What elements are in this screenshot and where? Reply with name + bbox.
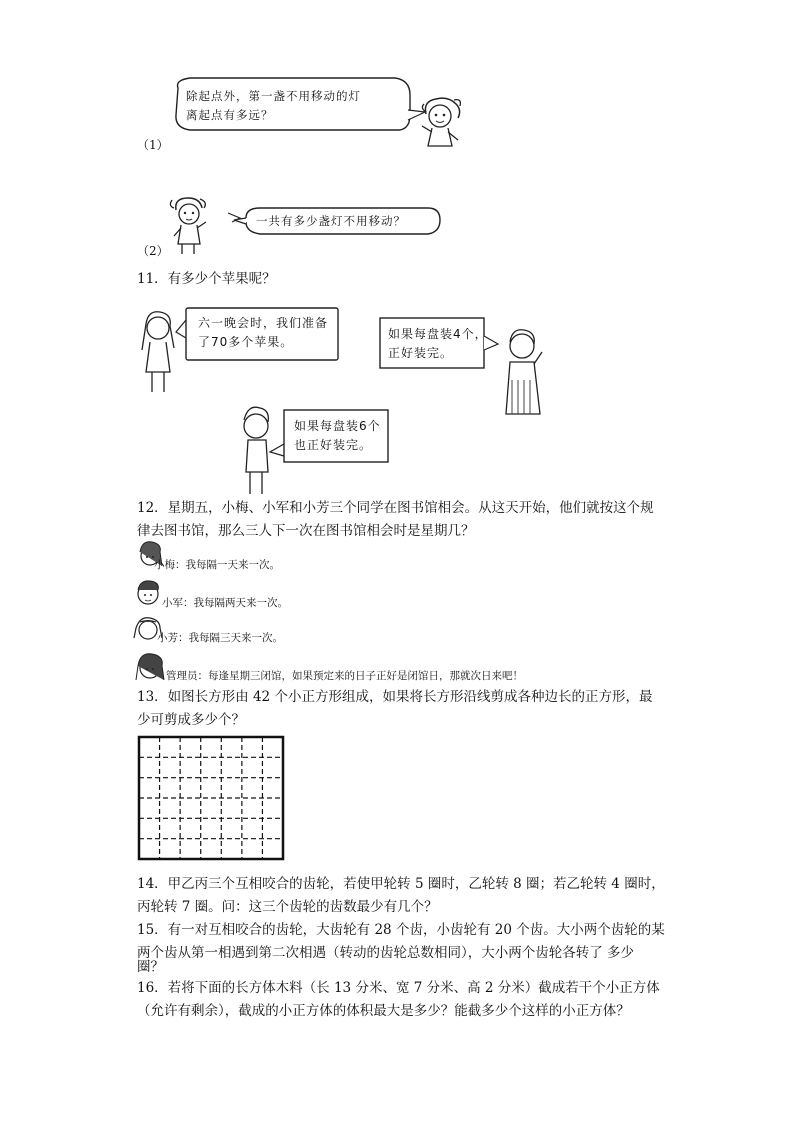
- q12-dialog-xiaofang: 小芳：我每隔三天来一次。: [157, 632, 283, 644]
- q15-line1: 15．有一对互相咬合的齿轮，大齿轮有 28 个齿，小齿轮有 20 个齿。大小两个齿轮的某: [137, 922, 665, 938]
- q16-line2: （允许有剩余），截成的小正方体的体积最大是多少？能截多少个这样的小正方体？: [137, 1003, 630, 1019]
- q13-grid-figure: [138, 736, 284, 860]
- q12-dialog-xiaomei: 小梅：我每隔一天来一次。: [154, 559, 280, 571]
- q12-dialog-xiaojun: 小军：我每隔两天来一次。: [162, 597, 288, 609]
- q13-line1: 13．如图长方形由 42 个小正方形组成，如果将长方形沿线剪成各种边长的正方形，最: [137, 689, 653, 705]
- q15-line2: 两个齿从第一相遇到第二次相遇（转动的齿轮总数相同），大小两个齿轮各转了 多少: [137, 945, 635, 961]
- q10-part1-bubble-line2: 离起点有多远？: [186, 108, 274, 122]
- q16-line1: 16．若将下面的长方体木料（长 13 分米、宽 7 分米、高 2 分米）截成若干个小正方体: [137, 980, 660, 996]
- q11-bubble2-line2: 正好装完。: [388, 346, 454, 360]
- q11-bubble1-line2: 了70多个苹果。: [198, 335, 294, 349]
- xiaojun-avatar-icon: [138, 581, 158, 604]
- q14-line1: 14．甲乙丙三个互相咬合的齿轮，若使甲轮转 5 圈时，乙轮转 8 圈；若乙轮转 4 圈时，: [137, 876, 665, 892]
- q10-part1-bubble-line1: 除起点外，第一盏不用移动的灯: [186, 89, 361, 103]
- q14-line2: 丙轮转 7 圈。问：这三个齿轮的齿数最少有几个？: [137, 899, 438, 915]
- q10-part1-label: （1）: [137, 138, 169, 152]
- librarian-avatar-icon: [136, 654, 164, 680]
- q12-line2: 律去图书馆，那么三人下一次在图书馆相会时是星期几？: [137, 523, 475, 539]
- q10-part2-bubble: 一共有多少盏灯不用移动？: [256, 214, 406, 228]
- q11-bubble3-line2: 也正好装完。: [294, 438, 373, 452]
- q11-bubble3-line1: 如果每盘装6个: [294, 419, 381, 433]
- q12-dialog-librarian: 管理员：每逢星期三闭馆，如果预定来的日子正好是闭馆日，那就次日来吧！: [166, 670, 523, 682]
- q15-line3: 圈？: [137, 959, 164, 975]
- q11-title: 11．有多少个苹果呢？: [137, 271, 276, 287]
- q13-line2: 少可剪成多少个？: [137, 712, 245, 728]
- q10-part2-label: （2）: [137, 244, 169, 258]
- q11-bubble2-line1: 如果每盘装4个，: [388, 327, 488, 341]
- q11-bubble1-line1: 六一晚会时，我们准备: [198, 316, 329, 330]
- q12-line1: 12．星期五，小梅、小军和小芳三个同学在图书馆相会。从这天开始，他们就按这个规: [137, 500, 654, 516]
